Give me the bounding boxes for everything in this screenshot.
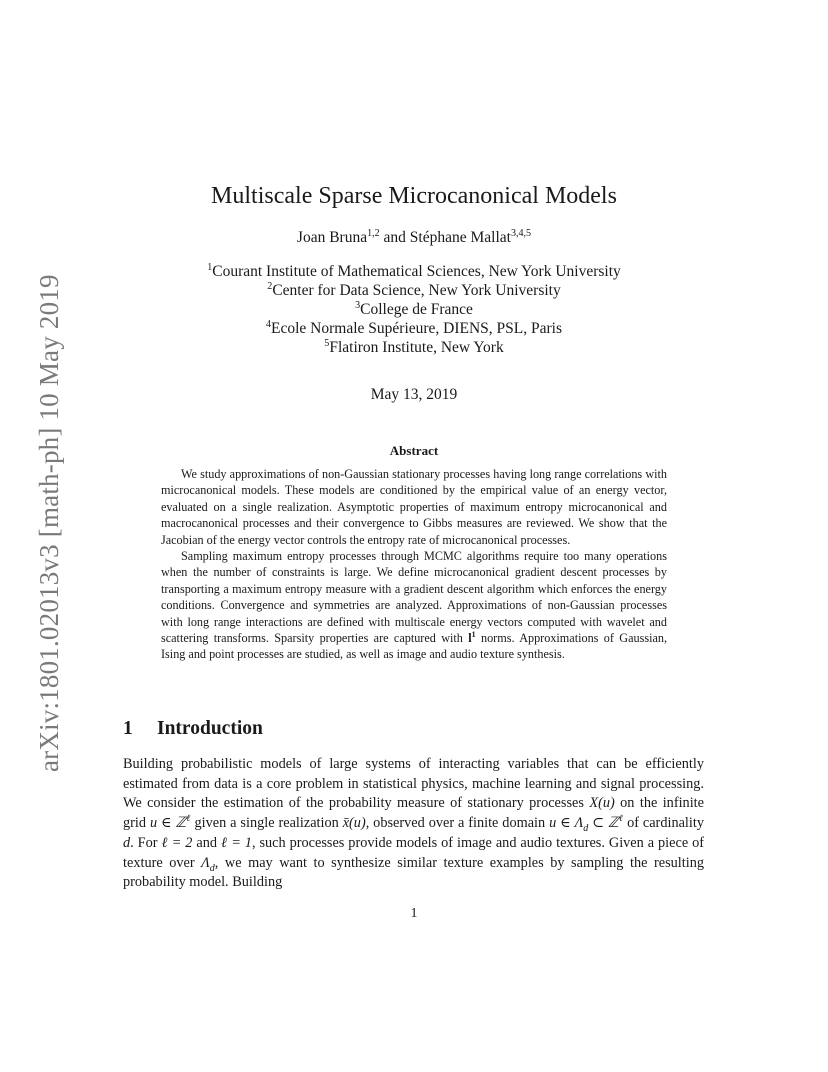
math-inline: u ∈ Λ — [549, 815, 584, 832]
body-text: Building probabilistic models of large systems of interacting variables that can be efficiently estimated from data is a core problem in statistical physics, machine learning and signal processing. We consider the estimation of the probability measure of stationary processes — [123, 756, 704, 812]
author-affiliation-marks: 1,2 — [367, 227, 380, 239]
body-text: . For — [130, 834, 162, 851]
introduction-body — [123, 755, 704, 893]
author-line — [0, 229, 828, 247]
author-name: Stéphane Mallat — [409, 229, 511, 246]
affiliation — [0, 262, 828, 281]
author-name: Joan Bruna — [296, 229, 368, 246]
arxiv-identifier: arXiv:1801.02013v3 [math-ph] 10 May 2019 — [34, 274, 64, 772]
abstract-paragraph: We study approximations of non-Gaussian stationary processes having long range correlations with microcanonical models. These models are conditioned by the empirical value of an energy vector, evaluated on a single realization. Asymptotic properties of maximum entropy microcanonical and macrocanonical processes and their convergence to Gibbs measures are reviewed. We show that the Jacobian of the energy vector controls the entropy rate of microcanonical processes. — [161, 467, 667, 547]
body-text: given a single realization — [190, 815, 343, 832]
body-text: , such processes provide models of image and audio textures. Given a piece of texture over — [123, 834, 705, 871]
abstract-text: norms. Approximations of Gaussian, Ising and point processes are studied, as well as image and audio texture synthesis. — [161, 631, 668, 662]
body-text: , observed over a finite domain — [365, 815, 550, 832]
body-text: and — [192, 834, 221, 851]
abstract-body — [161, 466, 667, 663]
section-number: 1 — [123, 718, 133, 739]
affiliation-text: Flatiron Institute, New York — [329, 339, 504, 356]
abstract-text: Sampling maximum entropy processes through MCMC algorithms require too many operations when the number of constraints is large. We define microcanonical gradient descent processes by transporting a maximum entropy measure with a gradient descent algorithm which enforces the energy conditions. Convergence and symmetries are analyzed. Approximations of non-Gaussian processes with long range interactions are defined with multiscale energy vectors computed with wavelet and scattering transforms. Sparsity properties are captured with — [161, 549, 667, 646]
body-text: of cardinality — [623, 815, 705, 832]
section-heading — [123, 718, 263, 740]
affiliation-text: Courant Institute of Mathematical Sciences, New York University — [212, 263, 621, 280]
affiliation-text: Ecole Normale Supérieure, DIENS, PSL, Paris — [271, 320, 563, 337]
math-inline: Λ — [201, 854, 210, 871]
abstract-heading: Abstract — [389, 443, 439, 458]
math-exponent: ℓ — [618, 814, 624, 825]
math-exponent: ℓ — [186, 814, 191, 825]
paper-date: May 13, 2019 — [370, 386, 458, 403]
affiliation — [0, 319, 828, 338]
author-separator: and — [379, 229, 410, 246]
norm-exponent: 1 — [471, 630, 476, 639]
abstract-paragraph — [161, 548, 667, 663]
author-affiliation-marks: 3,4,5 — [510, 227, 532, 239]
affiliation-mark: 5 — [324, 337, 330, 349]
affiliation-text: College de France — [360, 301, 473, 318]
paper-title: Multiscale Sparse Microcanonical Models — [211, 183, 617, 209]
math-inline: ℓ = 2 — [161, 834, 193, 851]
section-title: Introduction — [157, 718, 263, 739]
affiliation — [0, 300, 828, 319]
affiliation-mark: 1 — [207, 261, 213, 273]
math-inline: x̄(u) — [342, 815, 366, 832]
affiliation-text: Center for Data Science, New York University — [272, 282, 561, 299]
introduction-paragraph — [123, 755, 704, 893]
body-text: on the infinite grid — [123, 795, 704, 832]
math-inline: ⊂ ℤ — [588, 815, 619, 832]
affiliation-mark: 2 — [267, 280, 273, 292]
page-number: 1 — [410, 906, 418, 921]
math-inline: d — [123, 834, 131, 851]
math-inline: ℓ = 1 — [220, 834, 252, 851]
affiliation — [0, 281, 828, 300]
math-inline: X(u) — [589, 795, 615, 812]
body-text: , we may want to synthesize similar texture examples by sampling the resulting probability model. Building — [123, 854, 705, 891]
math-inline: u ∈ ℤ — [149, 815, 187, 832]
norm-symbol: l — [468, 631, 472, 646]
math-subscript: d — [583, 822, 589, 834]
affiliation-list — [0, 262, 828, 357]
affiliation — [0, 338, 828, 357]
affiliation-mark: 3 — [355, 299, 361, 311]
affiliation-mark: 4 — [265, 318, 272, 330]
math-subscript: d — [209, 862, 215, 874]
